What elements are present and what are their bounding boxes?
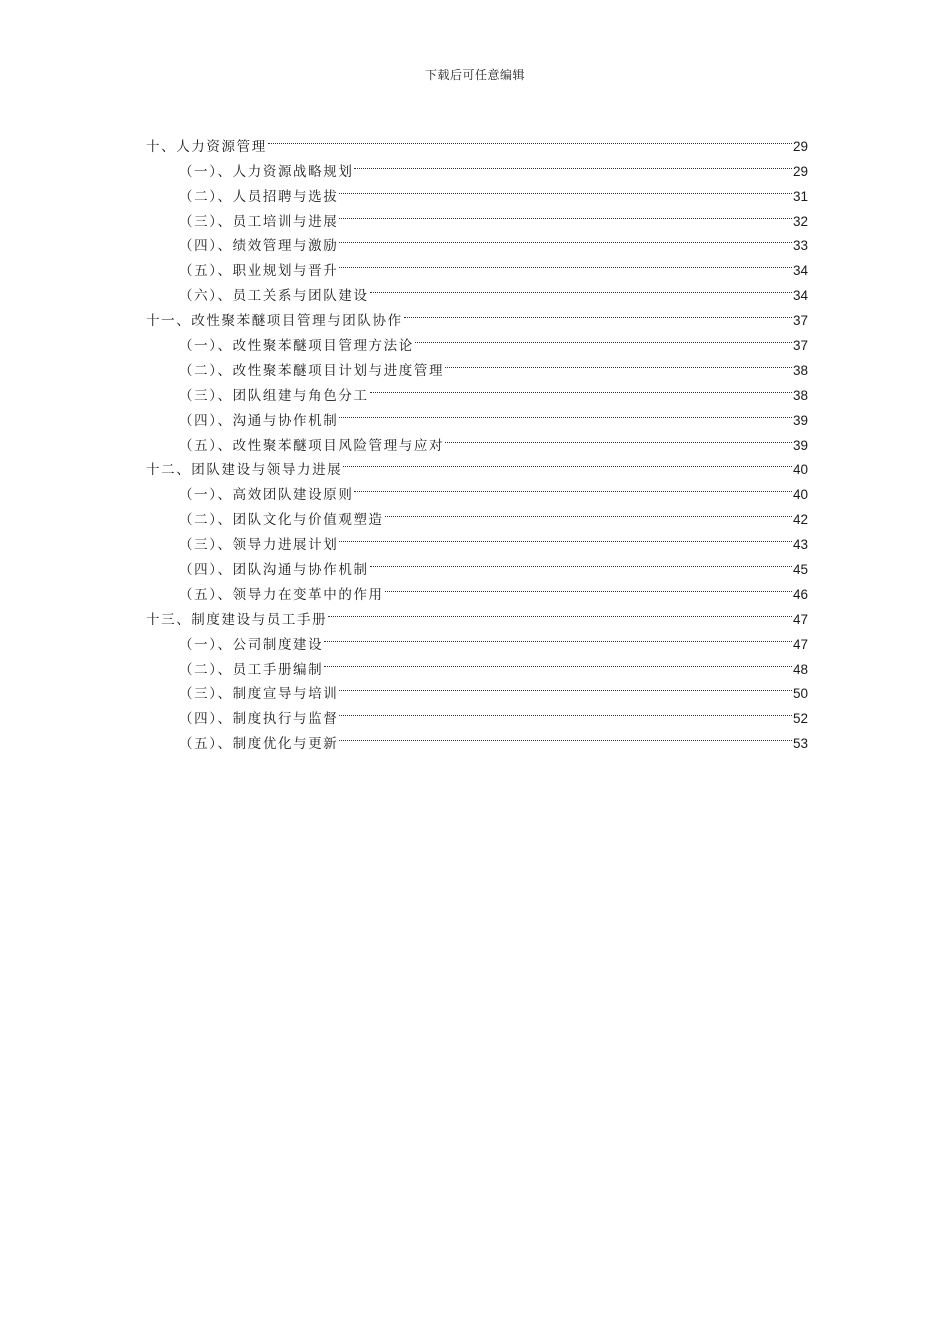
- toc-entry-title: （一）、公司制度建设: [179, 636, 324, 653]
- toc-entry-title: 十二、团队建设与领导力进展: [146, 462, 343, 479]
- toc-entry-title: 十一、改性聚苯醚项目管理与团队协作: [146, 313, 403, 330]
- toc-dot-leader: [324, 649, 792, 674]
- toc-dot-leader: [404, 300, 792, 325]
- page-header: 下载后可任意编辑: [424, 68, 525, 82]
- toc-entry-page-number: 52: [792, 711, 808, 727]
- toc-entry-page-number: 48: [792, 661, 808, 677]
- toc-entry-page-number: 39: [792, 412, 808, 428]
- toc-dot-leader: [339, 524, 792, 549]
- toc-entry-title: （二）、员工手册编制: [179, 661, 324, 678]
- toc-entry-page-number: 42: [792, 512, 808, 528]
- toc-dot-leader: [268, 126, 792, 151]
- toc-entry-page-number: 43: [792, 537, 808, 553]
- toc-dot-leader: [370, 275, 792, 300]
- toc-entry-title: （二）、改性聚苯醚项目计划与进度管理: [179, 362, 445, 379]
- toc-dot-leader: [339, 176, 792, 201]
- toc-entry-page-number: 29: [792, 163, 808, 179]
- toc-dot-leader: [370, 549, 792, 574]
- toc-dot-leader: [415, 325, 792, 350]
- toc-entry-page-number: 47: [792, 611, 808, 627]
- toc-entry-page-number: 32: [792, 213, 808, 229]
- toc-entry-title: （五）、制度优化与更新: [179, 736, 339, 753]
- toc-dot-leader: [445, 350, 792, 375]
- toc-dot-leader: [354, 474, 792, 499]
- toc-dot-leader: [339, 400, 792, 425]
- toc-entry-title: （二）、人员招聘与选拔: [179, 188, 339, 205]
- toc-entry-title: 十、人力资源管理: [146, 138, 267, 155]
- toc-chapter-entry[interactable]: [146, 126, 808, 155]
- toc-entry-title: （三）、领导力进展计划: [179, 537, 339, 554]
- toc-entry-page-number: 37: [792, 313, 808, 329]
- toc-entry-page-number: 38: [792, 362, 808, 378]
- toc-dot-leader: [339, 250, 792, 275]
- toc-entry-page-number: 34: [792, 263, 808, 279]
- toc-entry-page-number: 46: [792, 586, 808, 602]
- toc-entry-title: （五）、改性聚苯醚项目风险管理与应对: [179, 437, 445, 454]
- toc-entry-page-number: 40: [792, 462, 808, 478]
- toc-entry-page-number: 47: [792, 636, 808, 652]
- toc-dot-leader: [339, 723, 792, 748]
- toc-dot-leader: [385, 499, 792, 524]
- toc-dot-leader: [385, 574, 792, 599]
- toc-entry-title: （二）、团队文化与价值观塑造: [179, 512, 384, 529]
- toc-dot-leader: [370, 375, 792, 400]
- toc-entry-page-number: 40: [792, 487, 808, 503]
- toc-entry-title: （四）、沟通与协作机制: [179, 412, 339, 429]
- toc-dot-leader: [339, 226, 792, 251]
- toc-entry-title: （六）、员工关系与团队建设: [179, 288, 369, 305]
- toc-entry-page-number: 38: [792, 387, 808, 403]
- toc-entry-title: （三）、制度宣导与培训: [179, 686, 339, 703]
- toc-entry-title: （四）、团队沟通与协作机制: [179, 562, 369, 579]
- toc-dot-leader: [328, 599, 792, 624]
- toc-dot-leader: [354, 151, 792, 176]
- toc-entry-title: （五）、领导力在变革中的作用: [179, 586, 384, 603]
- toc-entry-title: 十三、制度建设与员工手册: [146, 611, 328, 628]
- toc-entry-title: （五）、职业规划与晋升: [179, 263, 339, 280]
- toc-dot-leader: [343, 450, 792, 475]
- toc-dot-leader: [339, 201, 792, 226]
- toc-dot-leader: [445, 425, 792, 450]
- toc-entry-title: （四）、绩效管理与激励: [179, 238, 339, 255]
- toc-entry-page-number: 39: [792, 437, 808, 453]
- toc-entry-page-number: 45: [792, 562, 808, 578]
- toc-entry-page-number: 34: [792, 288, 808, 304]
- toc-entry-page-number: 53: [792, 736, 808, 752]
- toc-dot-leader: [339, 698, 792, 723]
- toc-entry-page-number: 33: [792, 238, 808, 254]
- toc-entry-page-number: 29: [792, 138, 808, 154]
- toc-entry-page-number: 50: [792, 686, 808, 702]
- toc-dot-leader: [324, 624, 792, 649]
- toc-entry-title: （一）、高效团队建设原则: [179, 487, 354, 504]
- toc-entry-title: （三）、团队组建与角色分工: [179, 387, 369, 404]
- toc-entry-title: （一）、改性聚苯醚项目管理方法论: [179, 338, 414, 355]
- toc-entry-title: （一）、人力资源战略规划: [179, 163, 354, 180]
- toc-dot-leader: [339, 674, 792, 699]
- toc-entry-title: （四）、制度执行与监督: [179, 711, 339, 728]
- toc-entry-page-number: 31: [792, 188, 808, 204]
- toc-entry-page-number: 37: [792, 338, 808, 354]
- table-of-contents: [146, 126, 808, 753]
- toc-entry-title: （三）、员工培训与进展: [179, 213, 339, 230]
